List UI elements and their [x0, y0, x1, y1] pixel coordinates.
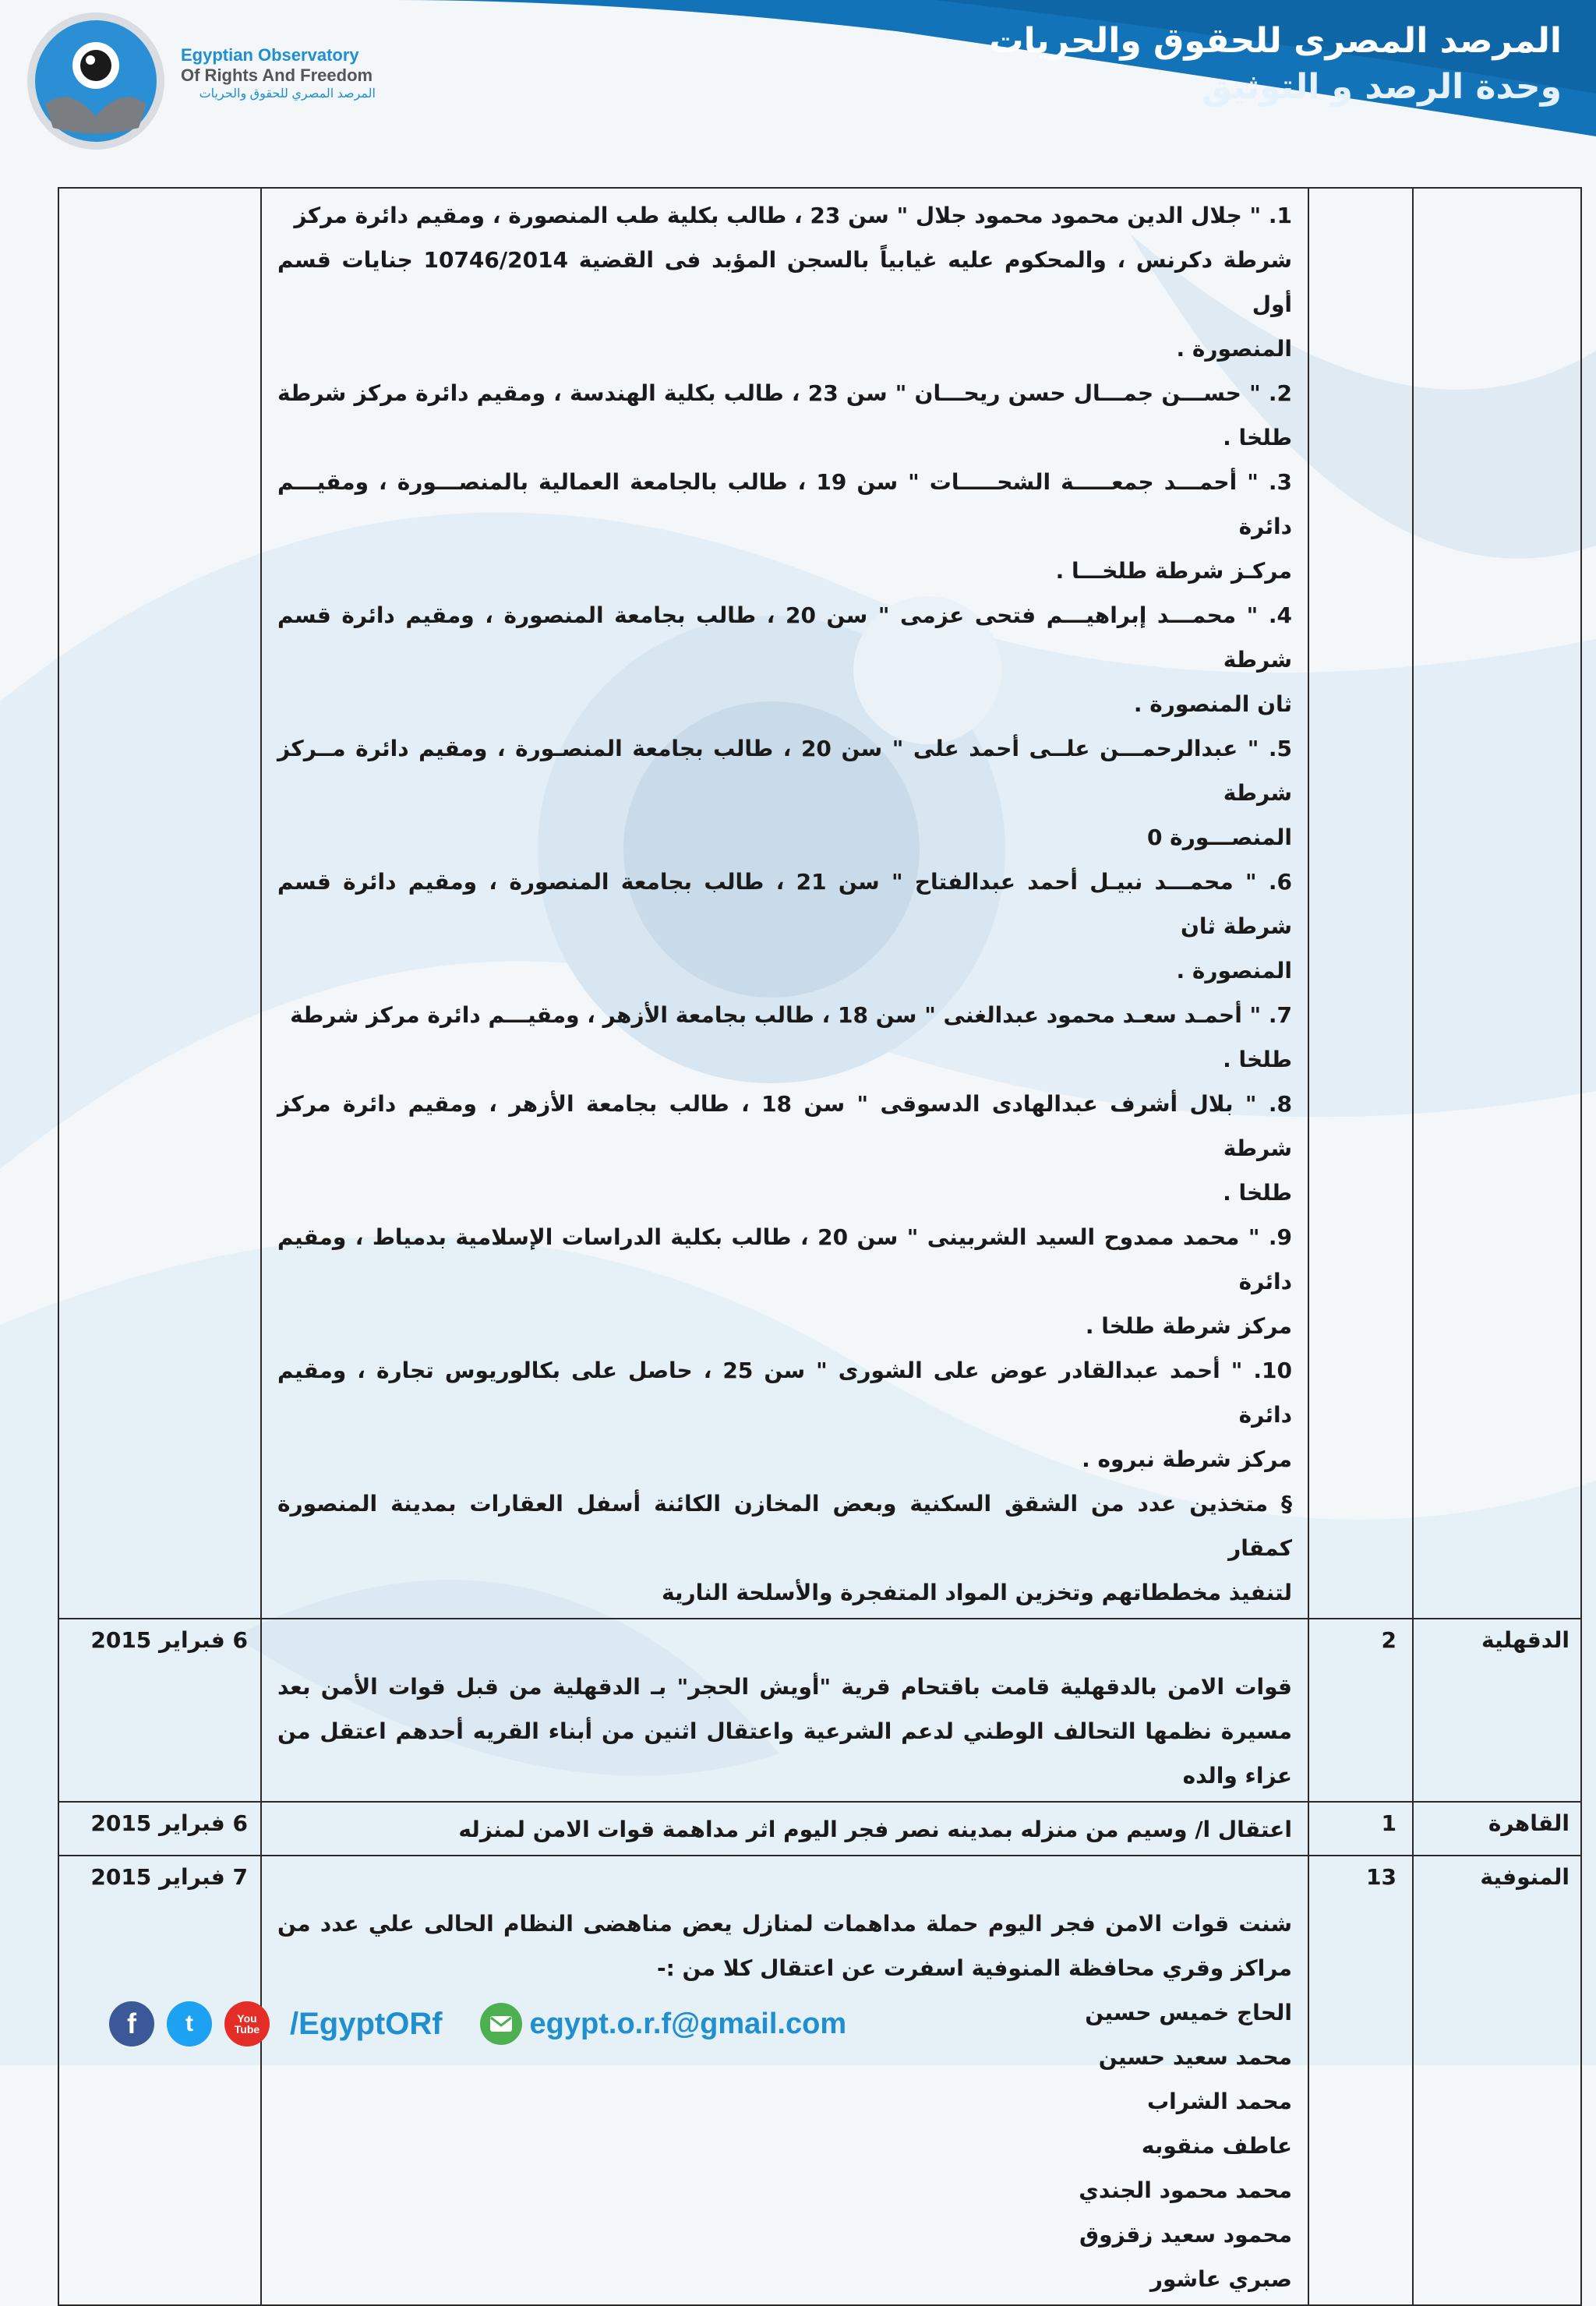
footer-contact-bar — [109, 1997, 846, 2051]
date-cell — [58, 188, 261, 1619]
description-cell — [261, 1802, 1308, 1856]
text-line: المنصورة . — [1176, 336, 1292, 362]
text-line: المنصورة . — [1176, 958, 1292, 983]
count-value: 2 — [1381, 1627, 1396, 1653]
count-value: 1 — [1381, 1810, 1396, 1836]
text-line: مركـز شرطة طلخـــا . — [1055, 558, 1292, 584]
text-line: طلخا . — [1223, 1047, 1292, 1072]
governorate-cell: المنوفية — [1413, 1856, 1581, 2305]
text-line: 1. " جلال الدين محمود محمود جلال " سن 23 ، طالب بكلية طب المنصورة ، ومقيم دائرة مركز — [294, 203, 1292, 228]
text-line: المنصـــورة 0 — [1146, 825, 1292, 850]
text-line: 8. " بلال أشرف عبدالهادى الدسوقى " سن 18 ، طالب بجامعة الأزهر ، ومقيم دائرة مركز شرطة — [277, 1091, 1292, 1161]
description-text: اعتقال ا/ وسيم من منزله بمدينه نصر فجر اليوم اثر مداهمة قوات الامن لمنزله — [458, 1817, 1292, 1842]
text-line: ثان المنصورة . — [1133, 691, 1292, 717]
header-title: المرصد المصرى للحقوق والحريات — [989, 21, 1562, 61]
text-line: 9. " محمد ممدوح السيد الشربينى " سن 20 ، طالب بكلية الدراسات الإسلامية بدمياط ، ومقيم دائرة — [277, 1224, 1292, 1294]
list-item: محمد الشراب — [1147, 2089, 1292, 2114]
date-cell: 6 فبراير 2015 — [58, 1802, 261, 1856]
text-line: 3. " أحمـــد جمعـــــة الشحـــــات " سن 19 ، طالب بالجامعة العمالية بالمنصـــورة ، ومقيـــم دائرة — [277, 469, 1292, 539]
organization-logo — [22, 11, 170, 151]
text-line: 6. " محمـــد نبيـل أحمد عبدالفتاح " سن 21 ، طالب بجامعة المنصورة ، ومقيم دائرة قسم شرطة ثان — [277, 869, 1292, 939]
count-cell — [1308, 1619, 1413, 1802]
description-cell — [261, 1856, 1308, 2305]
social-handle-link[interactable]: /EgyptORf — [290, 2006, 443, 2041]
org-name-en-line1: Egyptian Observatory — [181, 45, 359, 65]
count-cell — [1308, 1802, 1413, 1856]
description-cell — [261, 188, 1308, 1619]
list-item: محمود سعيد زقزوق — [1079, 2222, 1292, 2248]
list-item: صبري عاشور — [1149, 2266, 1292, 2292]
text-line: 7. " أحمـد سعـد محمود عبدالغنى " سن 18 ، طالب بجامعة الأزهر ، ومقيـــم دائرة مركز شرطة — [290, 1002, 1292, 1028]
twitter-icon[interactable]: t — [167, 2001, 212, 2046]
description-text: شنت قوات الامن فجر اليوم حملة مداهمات لمنازل يعض مناهضى النظام الحالى علي عدد من مراكز وقري محافظة المنوفية اسفرت عن اعتقال كلا من :- — [277, 1911, 1292, 1981]
count-cell — [1308, 1856, 1413, 2305]
count-cell — [1308, 188, 1413, 1619]
list-item: الحاج خميس حسين — [1085, 2000, 1292, 2025]
org-name-ar-small: المرصد المصري للحقوق والحريات — [199, 87, 376, 101]
facebook-icon[interactable]: f — [109, 2001, 154, 2046]
list-item: محمد سعيد حسين — [1098, 2044, 1292, 2070]
table-row — [58, 1856, 1581, 2305]
detainee-list — [277, 193, 1292, 1615]
header-subtitle: وحدة الرصد و التوثيق — [1202, 67, 1562, 107]
report-table — [58, 187, 1582, 2306]
governorate-cell: القاهرة — [1413, 1802, 1581, 1856]
governorate-cell — [1413, 188, 1581, 1619]
count-value: 13 — [1366, 1864, 1396, 1890]
text-line: § متخذين عدد من الشقق السكنية وبعض المخازن الكائنة أسفل العقارات بمدينة المنصورة كمقار — [277, 1491, 1292, 1561]
description-text: قوات الامن بالدقهلية قامت باقتحام قرية "أويش الحجر" بـ الدقهلية من قبل قوات الأمن بعد مسيرة نظمها التحالف الوطني لدعم الشرعية واعتقال اثنين من أبناء القريه أحدهم اعتقل من عزاء والده — [277, 1674, 1292, 1789]
text-line: لتنفيذ مخططاتهم وتخزين المواد المتفجرة والأسلحة النارية — [661, 1580, 1292, 1605]
date-cell: 6 فبراير 2015 — [58, 1619, 261, 1802]
email-link[interactable]: egypt.o.r.f@gmail.com — [529, 2007, 847, 2040]
text-line: شرطة دكرنس ، والمحكوم عليه غيابياً بالسجن المؤبد فى القضية 10746/2014 جنايات قسم أول — [277, 247, 1292, 317]
email-icon — [480, 2003, 522, 2045]
text-line: مركز شرطة طلخا . — [1085, 1313, 1292, 1339]
description-cell — [261, 1619, 1308, 1802]
youtube-icon[interactable]: You Tube — [224, 2001, 270, 2046]
table-row-continued — [58, 188, 1581, 1619]
org-name-en-line2: Of Rights And Freedom — [181, 65, 373, 85]
text-line: 5. " عبدالرحمـــن علــى أحمد على " سن 20 ، طالب بجامعة المنصـورة ، ومقيم دائرة مــركز شرطة — [277, 736, 1292, 806]
text-line: مركز شرطة نبروه . — [1082, 1446, 1292, 1472]
list-item: عاطف منقوبه — [1141, 2133, 1292, 2159]
text-line: طلخا . — [1223, 1180, 1292, 1206]
table-row — [58, 1802, 1581, 1856]
text-line: 4. " محمـــد إبراهيـــم فتحى عزمى " سن 20 ، طالب بجامعة المنصورة ، ومقيم دائرة قسم شرطة — [277, 602, 1292, 673]
list-item: محمد محمود الجندي — [1079, 2177, 1292, 2203]
table-row — [58, 1619, 1581, 1802]
governorate-cell: الدقهلية — [1413, 1619, 1581, 1802]
date-cell: 7 فبراير 2015 — [58, 1856, 261, 2305]
logo-wordmark — [181, 45, 376, 103]
text-line: 2. " حســـن جمـــال حسن ريحـــان " سن 23 ، طالب بكلية الهندسة ، ومقيم دائرة مركز شرطة طلخا . — [277, 380, 1292, 450]
header-title-block — [989, 19, 1562, 111]
text-line: 10. " أحمد عبدالقادر عوض على الشورى " سن 25 ، حاصل على بكالوريوس تجارة ، ومقيم دائرة — [277, 1358, 1292, 1428]
